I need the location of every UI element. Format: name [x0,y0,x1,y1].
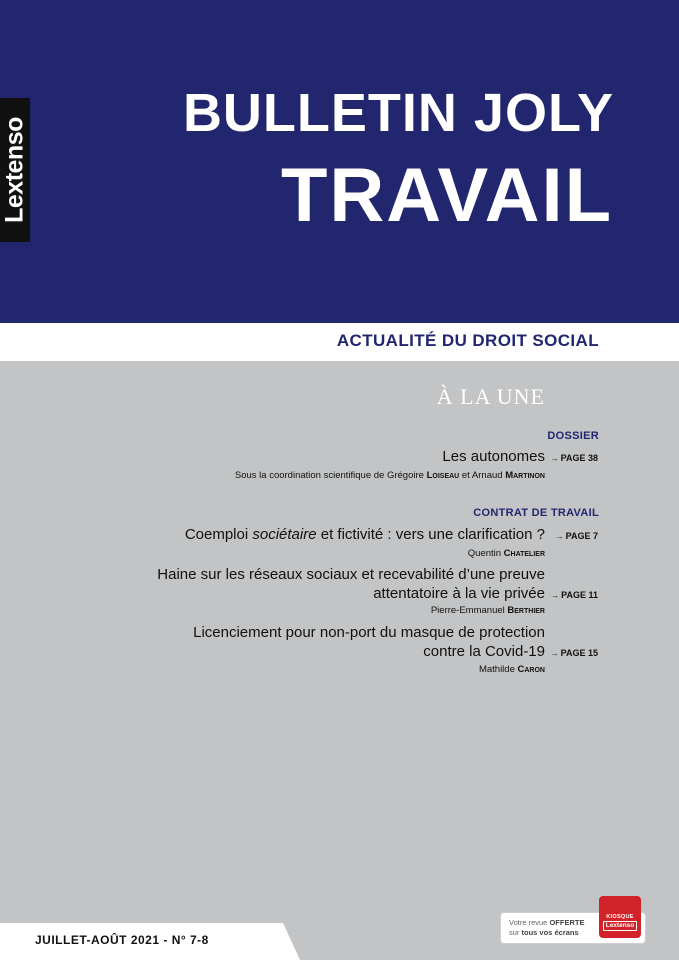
lextenso-logo-text: Lextenso [0,117,29,223]
issue-number: JUILLET-AOÛT 2021 - N° 7-8 [35,933,209,947]
article-author-berthier [431,605,545,616]
article-title-les-autonomes[interactable]: Les autonomes [442,448,545,465]
kiosque-lextenso-badge[interactable] [599,896,641,938]
author-firstname: Quentin [467,548,504,559]
page-ref-38[interactable] [551,453,598,463]
article-title-coemploi[interactable] [185,525,545,544]
kiosque-text-part: sur [509,928,522,937]
journal-title-line1: BULLETIN JOLY [182,83,614,143]
lextenso-logo [0,98,30,242]
subtitle-band [0,323,679,361]
arrow-icon: → [550,649,559,658]
badge-line1: KIOSQUE [606,914,634,920]
page-ref-label: PAGE 15 [560,648,598,658]
author-lastname: Berthier [507,605,545,616]
author-lastname: Caron [517,664,545,675]
article-title-haine-reseaux-sociaux[interactable] [157,565,545,603]
page-ref-7[interactable] [556,531,598,541]
article-title-line: attentatoire à la vie privée [373,585,545,602]
author-firstname: Pierre-Emmanuel [430,605,508,616]
kiosque-text-part: Votre revue [509,918,550,927]
journal-title-line2: TRAVAIL [280,153,613,238]
kiosque-text-bold: OFFERTE [549,918,585,927]
section-label-dossier: DOSSIER [547,430,599,442]
article-title-line: contre la Covid-19 [423,643,545,660]
article-title-line: Haine sur les réseaux sociaux et recevabilité d’une preuve [157,566,545,583]
article-title-italic: sociétaire [252,526,317,543]
arrow-icon: → [550,454,559,463]
section-label-contrat-de-travail: CONTRAT DE TRAVAIL [473,507,599,519]
article-author-dossier [235,470,545,481]
page-ref-15[interactable] [551,648,598,658]
article-author-caron [479,664,545,675]
kiosque-text-bold: tous vos écrans [521,928,579,937]
article-title-part: Coemploi [184,526,253,543]
page-ref-11[interactable] [551,590,598,600]
page-ref-label: PAGE 38 [560,453,598,463]
author-lastname: Loiseau [426,470,460,481]
arrow-icon: → [555,532,564,541]
author-lastname: Martinon [505,470,545,481]
author-firstname: Mathilde [478,664,518,675]
journal-subtitle: ACTUALITÉ DU DROIT SOCIAL [336,331,599,350]
a-la-une-heading: À LA UNE [436,384,545,409]
badge-line2: Lextenso [603,921,637,931]
arrow-icon: → [551,591,560,600]
article-title-licenciement-masque[interactable] [193,623,545,661]
author-prefix: Sous la coordination scientifique de Grégoire [234,470,427,481]
cover-header [0,0,679,323]
kiosque-promo-text [509,918,584,938]
article-title-line: Licenciement pour non-port du masque de protection [193,624,545,641]
page-ref-label: PAGE 11 [561,590,598,600]
page-ref-label: PAGE 7 [565,531,598,541]
article-title-part: et fictivité : vers une clarification ? [316,526,545,543]
author-lastname: Chatelier [503,548,545,559]
article-author-chatelier [468,548,545,559]
author-middle: et Arnaud [459,470,506,481]
